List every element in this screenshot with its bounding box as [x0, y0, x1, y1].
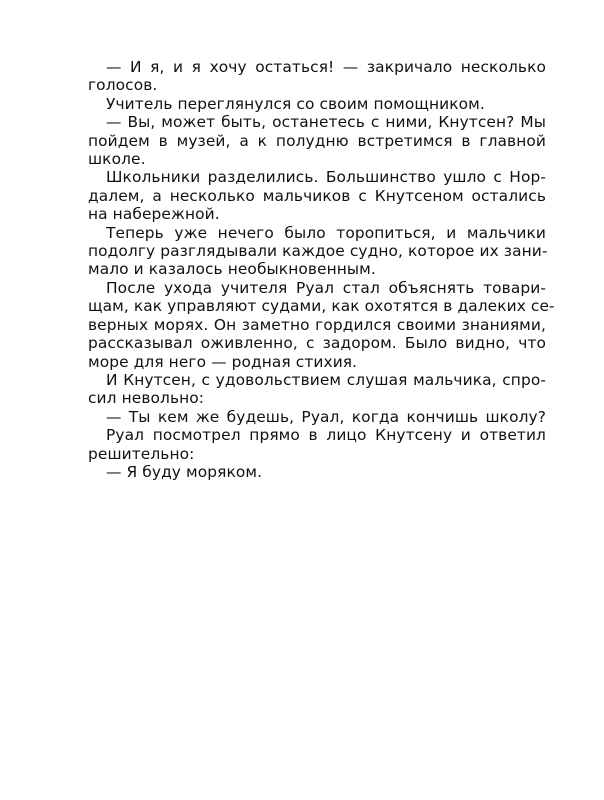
text-line: — Ты кем же будешь, Руал, когда кончишь школу?	[106, 407, 546, 426]
text-line: верных морях. Он заметно гордился своими знаниями,	[88, 315, 546, 334]
paragraph	[88, 278, 555, 371]
text-line: на набережной.	[88, 205, 220, 224]
text-line: Теперь уже нечего было торопиться, и мальчики	[106, 223, 546, 242]
book-page-text	[88, 58, 555, 481]
text-line: — Вы, может быть, останетесь с ними, Кнутсен? Мы	[106, 113, 546, 132]
paragraph	[88, 408, 546, 426]
text-line: После ухода учителя Руал стал объяснять товари-	[106, 278, 546, 297]
text-line: сил невольно:	[88, 389, 205, 408]
text-line: голосов.	[88, 76, 158, 95]
text-line: пойдем в музей, а к полудню встретимся в главной	[88, 131, 546, 150]
paragraph	[88, 463, 546, 481]
text-line: далем, а несколько мальчиков с Кнутсеном остались	[88, 186, 546, 205]
paragraph	[88, 58, 546, 95]
text-line: море для него — родная стихия.	[88, 352, 358, 371]
paragraph	[88, 113, 546, 168]
text-line: — Я буду моряком.	[106, 462, 263, 481]
paragraph	[88, 95, 546, 113]
text-line: Школьники разделились. Большинство ушло с Нор-	[106, 168, 546, 187]
text-line: мало и казалось необыкновенным.	[88, 260, 376, 279]
text-line: Руал посмотрел прямо в лицо Кнутсену и ответил	[106, 426, 546, 445]
text-line: решительно:	[88, 444, 195, 463]
text-line: — И я, и я хочу остаться! — закричало несколько	[106, 58, 546, 76]
paragraph	[88, 371, 546, 408]
text-line: школе.	[88, 150, 146, 169]
paragraph	[88, 426, 546, 463]
text-line: И Кнутсен, с удовольствием слушая мальчика, спро-	[106, 370, 546, 389]
text-line: рассказывал оживленно, с задором. Было видно, что	[88, 334, 546, 353]
paragraph	[88, 168, 546, 223]
text-line: Учитель переглянулся со своим помощником.	[106, 94, 485, 113]
text-line: подолгу разглядывали каждое судно, которое их зани-	[88, 242, 548, 261]
text-line: щам, как управляют судами, как охотятся в далеких се-	[88, 297, 555, 316]
paragraph	[88, 224, 546, 279]
